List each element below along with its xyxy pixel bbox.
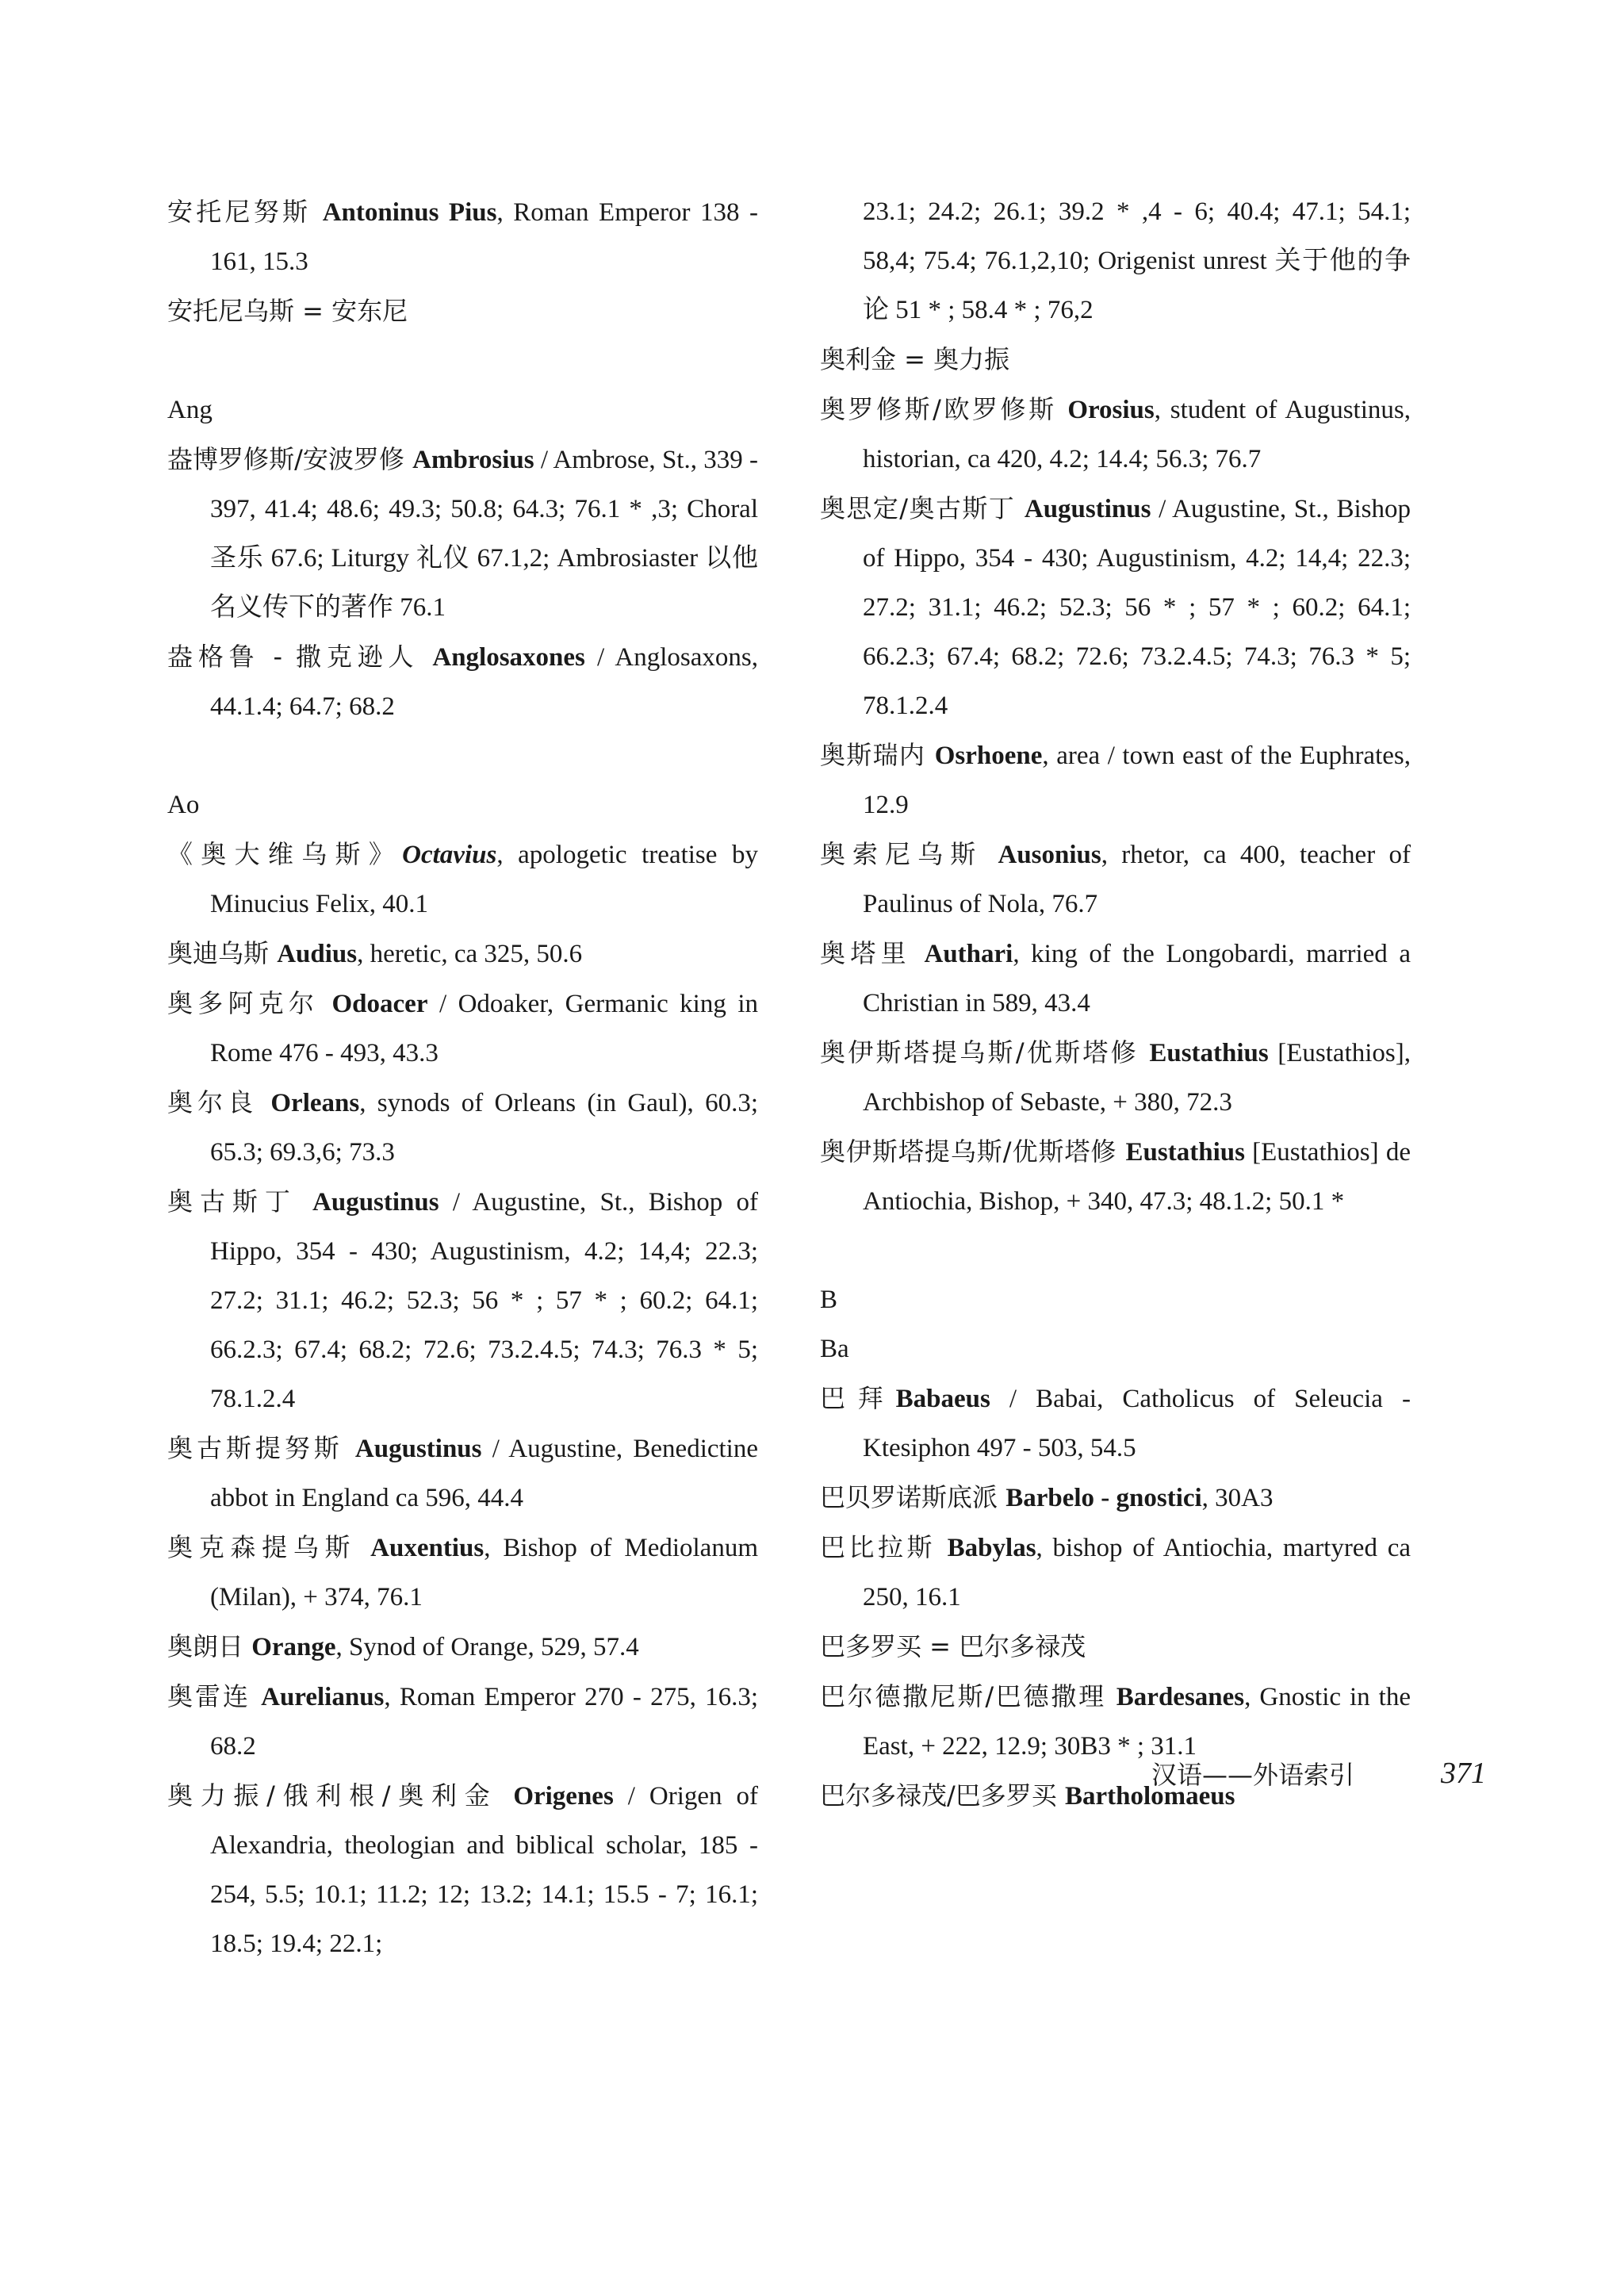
index-entry: 奥伊斯塔提乌斯/优斯塔修 Eustathius [Eustathios] de Antiochia, Bishop, + 340, 47.3; 48.1.2; 50.1 * (820, 1136, 1411, 1216)
index-entry: 巴尔多禄茂/巴多罗买 Bartholomaeus (820, 1780, 1235, 1811)
index-entry: 奥朗日 Orange, Synod of Orange, 529, 57.4 (167, 1631, 639, 1661)
index-entry: 奥古斯提努斯 Augustinus / Augustine, Benedictine abbot in England ca 596, 44.4 (167, 1433, 758, 1512)
index-entry: 盎格鲁 - 撒克逊人 Anglosaxones / Anglosaxons, 44.1.4; 64.7; 68.2 (167, 642, 758, 721)
section-heading: Ao (167, 791, 200, 819)
index-entry: 安托尼努斯 Antoninus Pius, Roman Emperor 138 - 161, 15.3 (167, 197, 758, 276)
index-entry: 巴比拉斯 Babylas, bishop of Antiochia, martyred ca 250, 16.1 (820, 1532, 1411, 1611)
index-entry: 安托尼乌斯 = 安东尼 (167, 296, 408, 326)
index-entry: 奥古斯丁 Augustinus / Augustine, St., Bishop of Hippo, 354 - 430; Augustinism, 4.2; 14,4; 22.3; 27.2; 31.1; 46.2; 52.3; 56 * ; 57 * ; 60.2; 64.1; 66.2.3; 67.4; 68.2; 72.6; 73.2.4.5; 74.3; 76.3 * 5; 78.1.2.4 (167, 1186, 758, 1413)
section-gap (167, 336, 758, 385)
index-column-right (820, 187, 1411, 1821)
index-column-left (167, 187, 758, 1968)
section-gap (167, 731, 758, 780)
index-entry: 奥力振/俄利根/奥利金 Origenes / Origen of Alexandria, theologian and biblical scholar, 185 - 254, 5.5; 10.1; 11.2; 12; 13.2; 14.1; 15.5 - 7; 16.1; 18.5; 19.4; 22.1; (167, 1780, 758, 1958)
section-heading: Ang (167, 396, 213, 424)
index-entry: 奥塔里 Authari, king of the Longobardi, married a Christian in 589, 43.4 (820, 938, 1411, 1017)
index-entry: 巴尔德撒尼斯/巴德撒理 Bardesanes, Gnostic in the East, + 222, 12.9; 30B3 * ; 31.1 (820, 1681, 1411, 1761)
index-entry: 巴拜Babaeus / Babai, Catholicus of Seleucia - Ktesiphon 497 - 503, 54.5 (820, 1383, 1411, 1462)
index-entry: 奥迪乌斯 Audius, heretic, ca 325, 50.6 (167, 938, 583, 968)
index-entry: 奥克森提乌斯 Auxentius, Bishop of Mediolanum (Milan), + 374, 76.1 (167, 1532, 758, 1611)
index-entry-continuation: 23.1; 24.2; 26.1; 39.2 * ,4 - 6; 40.4; 47.1; 54.1; 58,4; 75.4; 76.1,2,10; Origenist unrest 关于他的争论 51 * ; 58.4 * ; 76,2 (863, 197, 1411, 324)
index-entry: 奥雷连 Aurelianus, Roman Emperor 270 - 275, 16.3; 68.2 (167, 1681, 758, 1761)
index-entry: 盎博罗修斯/安波罗修 Ambrosius / Ambrose, St., 339 - 397, 41.4; 48.6; 49.3; 50.8; 64.3; 76.1 * ,3; Choral 圣乐 67.6; Liturgy 礼仪 67.1,2; Ambrosiaster 以他名义传下的著作 76.1 (167, 444, 758, 622)
index-entry: 《奥大维乌斯》Octavius, apologetic treatise by Minucius Felix, 40.1 (167, 839, 758, 918)
running-footer-title: 汉语——外语索引 (1151, 1760, 1355, 1790)
index-entry: 奥利金 = 奥力振 (820, 344, 1010, 374)
index-entry: 奥斯瑞内 Osrhoene, area / town east of the Euphrates, 12.9 (820, 740, 1411, 819)
page-number: 371 (1441, 1757, 1486, 1790)
index-entry: 奥索尼乌斯 Ausonius, rhetor, ca 400, teacher of Paulinus of Nola, 76.7 (820, 839, 1411, 918)
index-entry: 奥多阿克尔 Odoacer / Odoaker, Germanic king in Rome 476 - 493, 43.3 (167, 988, 758, 1067)
index-entry: 奥伊斯塔提乌斯/优斯塔修 Eustathius [Eustathios], Archbishop of Sebaste, + 380, 72.3 (820, 1037, 1411, 1117)
index-entry: 巴多罗买 = 巴尔多禄茂 (820, 1631, 1086, 1661)
index-entry: 奥罗修斯/欧罗修斯 Orosius, student of Augustinus, historian, ca 420, 4.2; 14.4; 56.3; 76.7 (820, 394, 1411, 473)
index-entry: 奥思定/奥古斯丁 Augustinus / Augustine, St., Bishop of Hippo, 354 - 430; Augustinism, 4.2; 14,4; 22.3; 27.2; 31.1; 46.2; 52.3; 56 * ; 57 * ; 60.2; 64.1; 66.2.3; 67.4; 68.2; 72.6; 73.2.4.5; 74.3; 76.3 * 5; 78.1.2.4 (820, 493, 1411, 720)
index-entry: 奥尔良 Orleans, synods of Orleans (in Gaul), 60.3; 65.3; 69.3,6; 73.3 (167, 1087, 758, 1167)
section-subheading: Ba (820, 1335, 849, 1363)
index-entry: 巴贝罗诺斯底派 Barbelo - gnostici, 30A3 (820, 1482, 1274, 1512)
section-heading: B (820, 1286, 838, 1314)
section-gap (820, 1226, 1411, 1275)
